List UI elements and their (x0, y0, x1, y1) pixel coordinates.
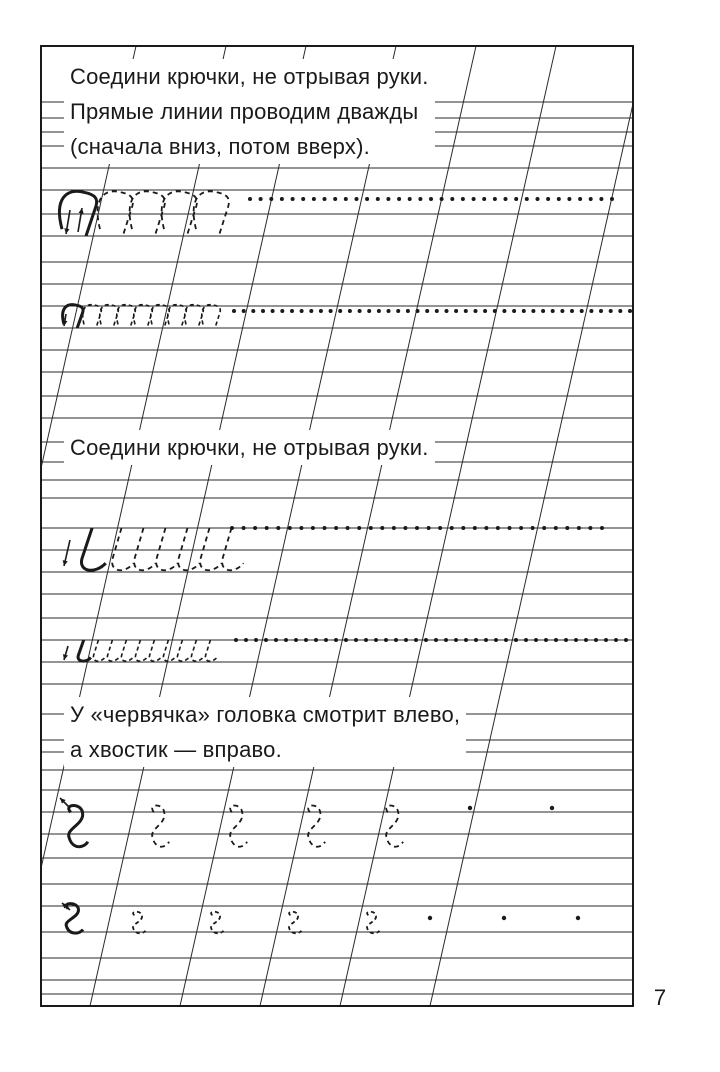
guide-dot (560, 309, 564, 313)
guide-dot (416, 309, 420, 313)
guide-dot (334, 638, 338, 642)
guide-dot (461, 526, 465, 530)
guide-dot (357, 526, 361, 530)
guide-dot (599, 197, 603, 201)
guide-dot (358, 309, 362, 313)
guide-dot (472, 197, 476, 201)
guide-dot (367, 309, 371, 313)
instruction-block-1 (64, 59, 435, 164)
guide-dot (524, 638, 528, 642)
guide-dot (274, 638, 278, 642)
guide-dot (314, 638, 318, 642)
guide-dot (519, 526, 523, 530)
guide-dot (344, 638, 348, 642)
guide-dot (508, 526, 512, 530)
traced-worm (367, 912, 379, 934)
guide-dot (414, 638, 418, 642)
guide-dot (300, 309, 304, 313)
guide-dot (394, 638, 398, 642)
guide-dot (588, 526, 592, 530)
traced-hook (112, 528, 133, 570)
guide-dot (514, 638, 518, 642)
guide-dot (334, 526, 338, 530)
guide-dot (444, 638, 448, 642)
guide-dot (386, 197, 390, 201)
guide-dot (424, 638, 428, 642)
guide-dot (304, 638, 308, 642)
guide-dot (614, 638, 618, 642)
guide-dot (311, 526, 315, 530)
traced-hook (107, 640, 118, 661)
guide-dot (604, 638, 608, 642)
guide-dot (392, 526, 396, 530)
traced-hook (121, 640, 132, 661)
guide-dot (242, 309, 246, 313)
guide-dot (554, 638, 558, 642)
guide-dot (468, 806, 472, 810)
guide-dot (380, 526, 384, 530)
guide-dot (280, 309, 284, 313)
sample-hook-solid (81, 528, 105, 570)
exercise-marks (59, 191, 632, 933)
writing-guide-lines (0, 46, 646, 1006)
guide-dot (324, 638, 328, 642)
guide-dot (299, 526, 303, 530)
instruction-line: а хвостик — вправо. (70, 737, 282, 762)
guide-dot (589, 309, 593, 313)
guide-dot (276, 526, 280, 530)
guide-dot (534, 638, 538, 642)
guide-dot (536, 197, 540, 201)
guide-dot (594, 638, 598, 642)
guide-dot (323, 526, 327, 530)
guide-dot (301, 197, 305, 201)
guide-dot (244, 638, 248, 642)
guide-dot (522, 309, 526, 313)
traced-hook (168, 305, 187, 328)
guide-dot (564, 638, 568, 642)
guide-dot (344, 197, 348, 201)
guide-dot (355, 197, 359, 201)
guide-dot (473, 526, 477, 530)
traced-hook (117, 305, 136, 328)
guide-dot (364, 638, 368, 642)
guide-dot (580, 309, 584, 313)
guide-dot (494, 638, 498, 642)
traced-hook (200, 528, 221, 570)
guide-dot (234, 638, 238, 642)
guide-dot (434, 638, 438, 642)
traced-worm (211, 912, 223, 934)
guide-dot (544, 638, 548, 642)
traced-hook (156, 528, 177, 570)
guide-dot (290, 309, 294, 313)
guide-dot (474, 309, 478, 313)
guide-dot (403, 526, 407, 530)
guide-dot (346, 526, 350, 530)
guide-dot (483, 309, 487, 313)
instruction-line: Соедини крючки, не отрывая руки. (70, 435, 429, 460)
guide-dot (288, 526, 292, 530)
guide-dot (271, 309, 275, 313)
guide-dot (454, 638, 458, 642)
guide-dot (269, 197, 273, 201)
traced-hook (202, 305, 221, 328)
guide-dot (474, 638, 478, 642)
guide-dot (425, 309, 429, 313)
guide-dot (280, 197, 284, 201)
guide-dot (628, 309, 632, 313)
instruction-block-2 (64, 430, 435, 465)
guide-dot (406, 309, 410, 313)
guide-dot (464, 638, 468, 642)
guide-dot (618, 309, 622, 313)
guide-dot (542, 526, 546, 530)
guide-dot (565, 526, 569, 530)
guide-dot (429, 197, 433, 201)
guide-dot (376, 197, 380, 201)
instruction-line: Прямые линии проводим дважды (70, 99, 419, 124)
guide-dot (609, 309, 613, 313)
guide-dot (338, 309, 342, 313)
guide-dot (493, 197, 497, 201)
guide-dot (369, 526, 373, 530)
guide-dot (254, 638, 258, 642)
instruction-line: Соедини крючки, не отрывая руки. (70, 64, 429, 89)
guide-dot (514, 197, 518, 201)
guide-dot (550, 806, 554, 810)
traced-hook (135, 640, 146, 661)
guide-dot (496, 526, 500, 530)
guide-dot (445, 309, 449, 313)
guide-dot (512, 309, 516, 313)
guide-dot (504, 638, 508, 642)
guide-dot (384, 638, 388, 642)
guide-dot (387, 309, 391, 313)
traced-hook (134, 528, 155, 570)
guide-dot (248, 197, 252, 201)
guide-dot (259, 197, 263, 201)
guide-dot (554, 526, 558, 530)
guide-dot (264, 638, 268, 642)
guide-dot (251, 309, 255, 313)
guide-dot (464, 309, 468, 313)
traced-hook (185, 305, 204, 328)
guide-dot (493, 309, 497, 313)
guide-dot (284, 638, 288, 642)
guide-dot (230, 526, 234, 530)
guide-dot (428, 916, 432, 920)
guide-dot (600, 526, 604, 530)
guide-dot (309, 309, 313, 313)
guide-dot (242, 526, 246, 530)
guide-dot (408, 197, 412, 201)
guide-dot (551, 309, 555, 313)
guide-dot (567, 197, 571, 201)
guide-dot (319, 309, 323, 313)
instruction-line: У «червячка» головка смотрит влево, (70, 702, 461, 727)
guide-dot (404, 638, 408, 642)
traced-hook (222, 528, 243, 570)
traced-hook (205, 640, 216, 661)
traced-worm (133, 912, 145, 934)
guide-dot (377, 309, 381, 313)
guide-dot (484, 526, 488, 530)
guide-dot (624, 638, 628, 642)
sample-hook-solid (78, 640, 91, 661)
guide-dot (294, 638, 298, 642)
page-number: 7 (653, 985, 667, 1010)
guide-dot (541, 309, 545, 313)
guide-dot (427, 526, 431, 530)
traced-hook (100, 305, 119, 328)
guide-dot (589, 197, 593, 201)
traced-hook (93, 640, 104, 661)
guide-dot (502, 309, 506, 313)
guide-dot (265, 526, 269, 530)
traced-hook (149, 640, 160, 661)
guide-dot (333, 197, 337, 201)
guide-dot (291, 197, 295, 201)
traced-hook (134, 305, 153, 328)
guide-dot (348, 309, 352, 313)
traced-hook (83, 305, 102, 328)
traced-hook (163, 640, 174, 661)
guide-dot (450, 197, 454, 201)
guide-dot (397, 197, 401, 201)
guide-dot (312, 197, 316, 201)
traced-hook (191, 640, 202, 661)
guide-dot (365, 197, 369, 201)
guide-dot (599, 309, 603, 313)
guide-dot (584, 638, 588, 642)
guide-dot (435, 309, 439, 313)
guide-dot (577, 526, 581, 530)
traced-hook (177, 640, 188, 661)
guide-dot (531, 309, 535, 313)
instruction-line: (сначала вниз, потом вверх). (70, 134, 370, 159)
traced-worm (289, 912, 301, 934)
instruction-block-3 (64, 697, 466, 767)
guide-dot (484, 638, 488, 642)
guide-dot (440, 197, 444, 201)
guide-dot (531, 526, 535, 530)
guide-dot (415, 526, 419, 530)
guide-dot (329, 309, 333, 313)
guide-dot (504, 197, 508, 201)
guide-dot (396, 309, 400, 313)
guide-dot (570, 309, 574, 313)
guide-dot (418, 197, 422, 201)
guide-dot (546, 197, 550, 201)
guide-dot (576, 916, 580, 920)
guide-dot (502, 916, 506, 920)
guide-dot (232, 309, 236, 313)
guide-dot (525, 197, 529, 201)
guide-dot (574, 638, 578, 642)
guide-dot (438, 526, 442, 530)
guide-dot (482, 197, 486, 201)
guide-dot (261, 309, 265, 313)
guide-dot (461, 197, 465, 201)
guide-dot (450, 526, 454, 530)
guide-dot (557, 197, 561, 201)
guide-dot (354, 638, 358, 642)
guide-dot (374, 638, 378, 642)
guide-dot (578, 197, 582, 201)
guide-dot (323, 197, 327, 201)
guide-dot (253, 526, 257, 530)
guide-dot (454, 309, 458, 313)
guide-dot (610, 197, 614, 201)
